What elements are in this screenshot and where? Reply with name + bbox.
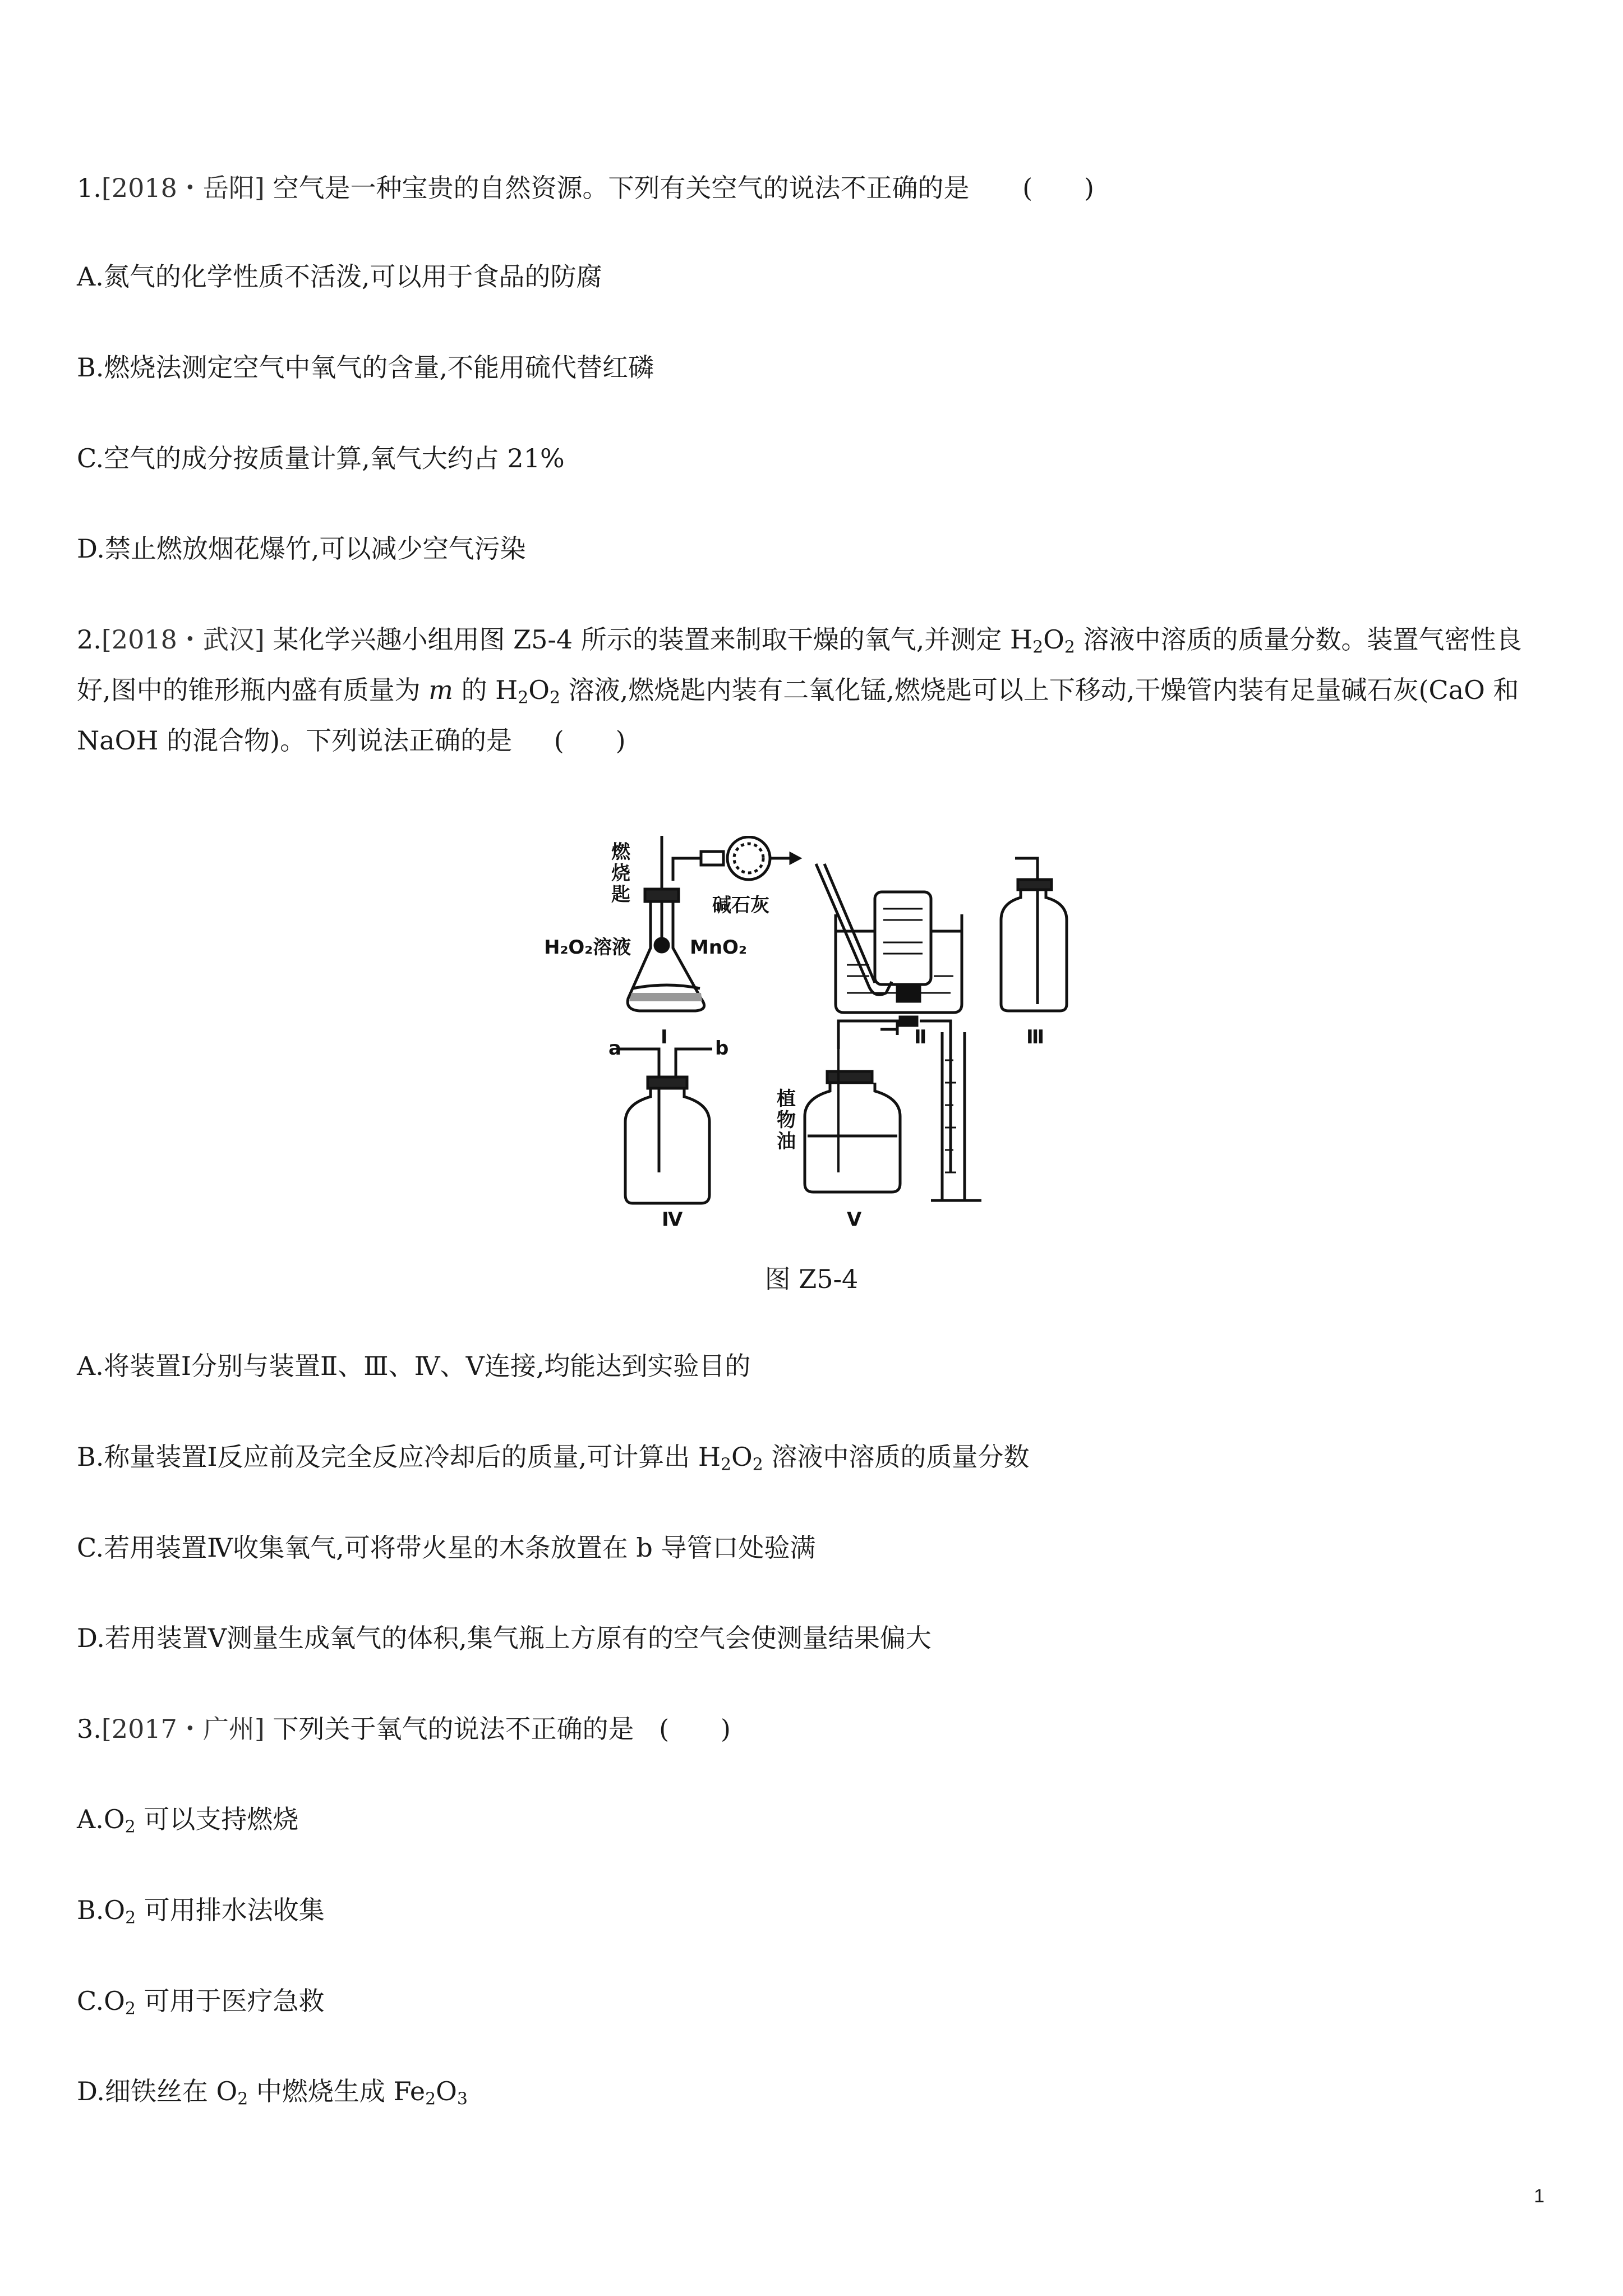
mass-symbol: m <box>428 675 453 705</box>
label-oil-1: 植 <box>777 1088 796 1110</box>
q3-option-a-post: 可以支持燃烧 <box>135 1804 299 1834</box>
q3-option-c-pre: C.O <box>77 1986 125 2016</box>
label-b: b <box>715 1037 729 1060</box>
q2-stem-part3: 的 <box>453 675 496 705</box>
formula-h: H <box>698 1442 721 1472</box>
label-spoon-1: 燃 <box>611 841 630 863</box>
q2-stem-part1: 某化学兴趣小组用图 Z5-4 所示的装置来制取干燥的氧气,并测定 <box>273 624 1011 655</box>
q2-option-b <box>77 1440 1029 1474</box>
subscript-2: 2 <box>752 1455 763 1475</box>
formula-h: H <box>495 675 518 705</box>
label-spoon-2: 烧 <box>611 862 630 885</box>
subscript-2: 2 <box>125 1999 136 2019</box>
q1-option-d: D.禁止燃放烟花爆竹,可以减少空气污染 <box>77 533 526 564</box>
q1-stem-text: 空气是一种宝贵的自然资源。下列有关空气的说法不正确的是 <box>273 173 970 203</box>
q2-stem-part4: 溶液,燃烧匙内装有二氧化锰,燃烧匙可以上下移动,干燥管内装有足量碱石灰(CaO 和 NaOH 的混合物)。下列说法正确的是 <box>77 675 1519 756</box>
q2-option-c: C.若用装置Ⅳ收集氧气,可将带火星的木条放置在 b 导管口处验满 <box>77 1533 816 1563</box>
q2-option-a: A.将装置Ⅰ分别与装置Ⅱ、Ⅲ、Ⅳ、Ⅴ连接,均能达到实验目的 <box>77 1351 751 1381</box>
page-number: 1 <box>1534 2185 1544 2207</box>
subscript-2: 2 <box>518 688 529 708</box>
formula-o: O <box>1043 624 1064 655</box>
q3-source: [2017・广州] <box>101 1714 265 1744</box>
q1-option-c: C.空气的成分按质量计算,氧气大约占 21% <box>77 443 565 473</box>
q1-number: 1. <box>77 173 102 203</box>
subscript-2: 2 <box>720 1455 731 1475</box>
subscript-2: 2 <box>125 1908 136 1928</box>
label-oil-2: 物 <box>777 1109 796 1131</box>
label-IV: Ⅳ <box>662 1208 683 1228</box>
q3-option-a-pre: A.O <box>77 1804 125 1834</box>
q2-stem <box>77 614 1546 766</box>
q1-answer-blank: ( ) <box>1022 173 1095 203</box>
subscript-3: 3 <box>457 2089 468 2109</box>
q3-option-c <box>77 1984 325 2018</box>
formula-h: H <box>1010 624 1033 655</box>
apparatus-iii <box>1001 858 1067 1011</box>
label-h2o2-solution: H₂O₂溶液 <box>544 936 631 959</box>
apparatus-figure <box>533 836 1094 1228</box>
label-I: Ⅰ <box>661 1026 668 1048</box>
apparatus-iv <box>620 1049 712 1203</box>
q2-option-d: D.若用装置Ⅴ测量生成氧气的体积,集气瓶上方原有的空气会使测量结果偏大 <box>77 1623 932 1653</box>
apparatus-ii <box>816 864 962 1013</box>
q1-option-a: A.氮气的化学性质不活泼,可以用于食品的防腐 <box>77 261 602 292</box>
q3-option-b-pre: B.O <box>77 1895 126 1925</box>
q3-number: 3. <box>77 1714 102 1744</box>
label-II: Ⅱ <box>914 1026 927 1048</box>
q3-option-a <box>77 1802 298 1836</box>
q3-option-c-post: 可用于医疗急救 <box>135 1986 325 2016</box>
formula-o: O <box>731 1442 753 1472</box>
subscript-2: 2 <box>1064 637 1075 657</box>
subscript-2: 2 <box>1032 637 1044 657</box>
formula-o: O <box>436 2076 457 2106</box>
label-spoon-3: 匙 <box>611 884 630 906</box>
q2-option-b-part1: B.称量装置Ⅰ反应前及完全反应冷却后的质量,可计算出 <box>77 1442 698 1472</box>
q3-stem-text: 下列关于氧气的说法不正确的是 <box>273 1714 634 1744</box>
q3-answer-blank: ( ) <box>659 1714 731 1744</box>
subscript-2: 2 <box>125 1817 136 1837</box>
apparatus-i <box>628 836 799 1011</box>
q2-source: [2018・武汉] <box>101 624 265 655</box>
label-mno2: MnO₂ <box>690 936 747 959</box>
q3-option-d-pre: D.细铁丝在 O <box>77 2076 238 2106</box>
q3-option-b-post: 可用排水法收集 <box>136 1895 325 1925</box>
subscript-2: 2 <box>425 2089 436 2109</box>
q2-option-b-part2: 溶液中溶质的质量分数 <box>763 1442 1030 1472</box>
label-soda-lime: 碱石灰 <box>712 894 769 917</box>
label-a: a <box>608 1037 621 1060</box>
q2-number: 2. <box>77 624 102 655</box>
q1-stem <box>77 171 1094 205</box>
label-V: Ⅴ <box>847 1208 862 1228</box>
subscript-2: 2 <box>237 2089 248 2109</box>
q1-source: [2018・岳阳] <box>101 173 265 203</box>
q2-answer-blank: ( ) <box>554 725 626 756</box>
q3-stem <box>77 1712 731 1746</box>
apparatus-v <box>805 1017 981 1200</box>
figure-caption: 图 Z5-4 <box>764 1264 859 1294</box>
q2-stem-part2: 溶液中溶质的质量分数。装置气密性良好,图中的锥形瓶内盛有质量为 <box>77 624 1522 705</box>
q3-option-b <box>77 1893 325 1927</box>
q1-option-b: B.燃烧法测定空气中氧气的含量,不能用硫代替红磷 <box>77 352 654 383</box>
label-III: Ⅲ <box>1026 1026 1045 1048</box>
q3-option-d-mid: 中燃烧生成 Fe <box>248 2076 426 2106</box>
q3-option-d <box>77 2074 468 2108</box>
subscript-2: 2 <box>550 688 561 708</box>
formula-o: O <box>528 675 550 705</box>
label-oil-3: 油 <box>777 1130 796 1153</box>
